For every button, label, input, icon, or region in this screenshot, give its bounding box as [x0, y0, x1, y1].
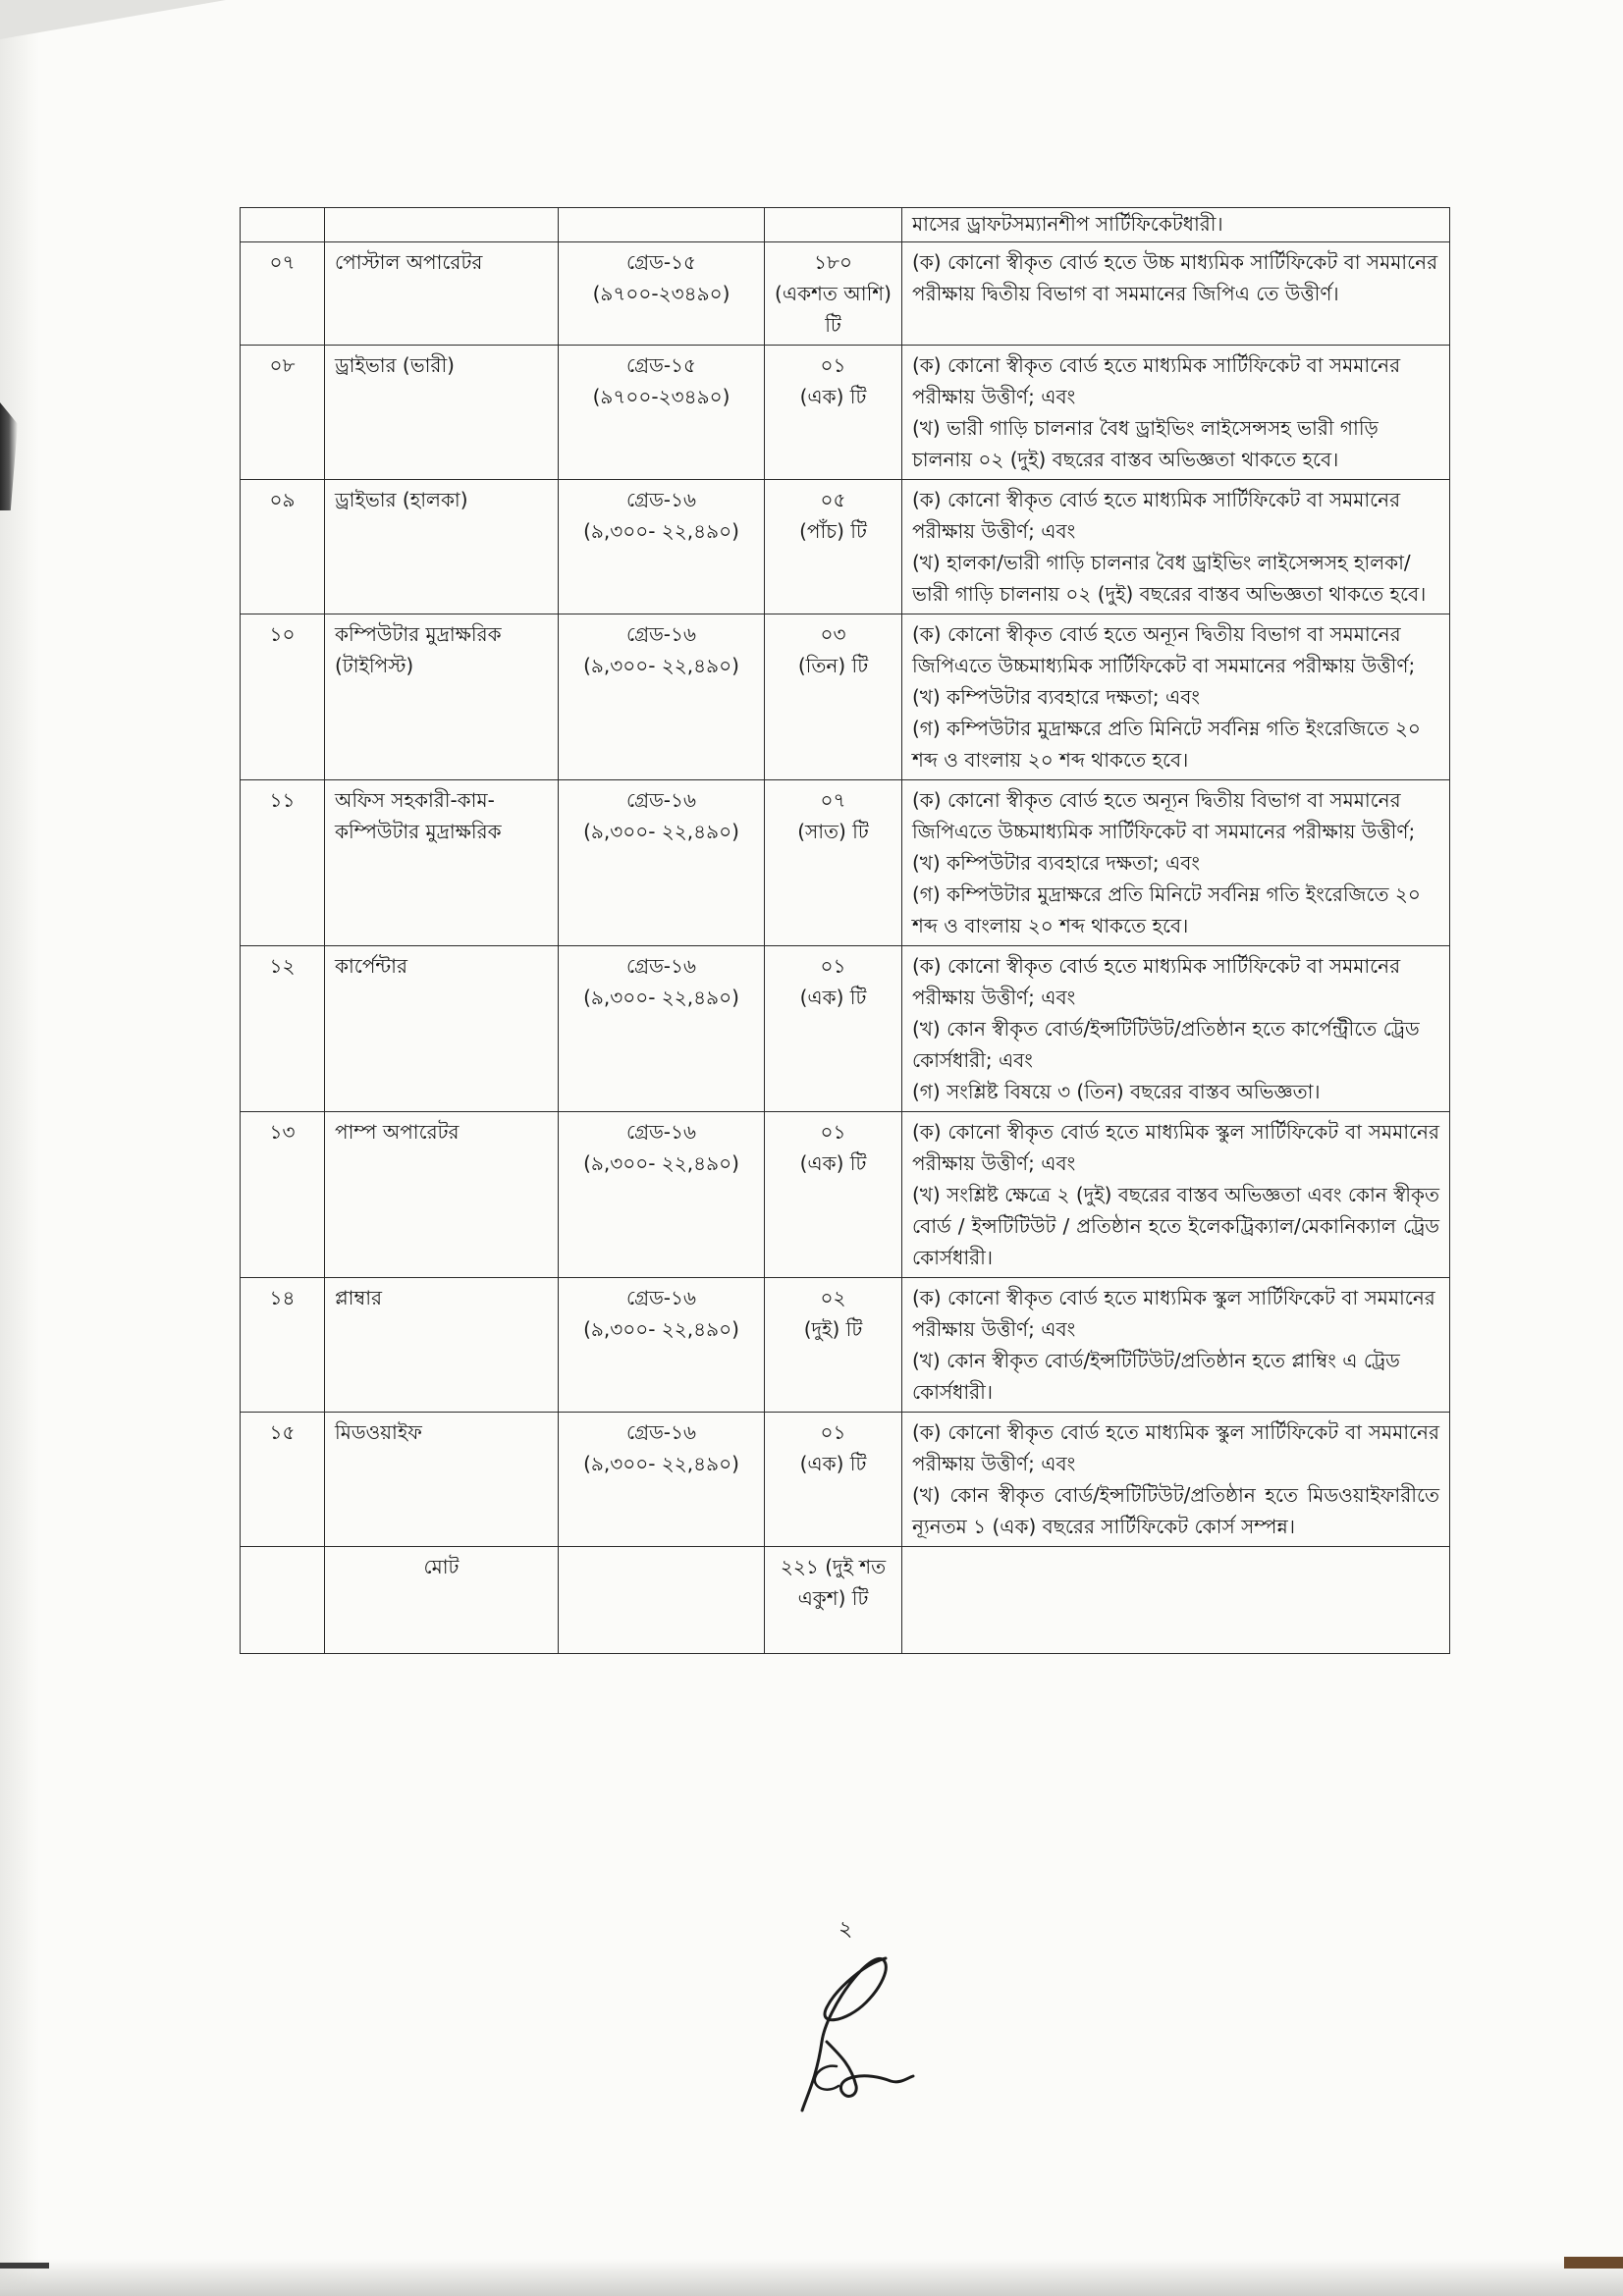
post-count-cell [765, 242, 902, 346]
continuation-sl-cell [241, 208, 325, 242]
post-count-words: (দুই) টি [803, 1317, 863, 1341]
post-name: অফিস সহকারী-কাম-কম্পিউটার মুদ্রাক্ষরিক [335, 788, 502, 843]
serial-cell [241, 614, 325, 780]
post-count-number: ০১ [820, 1120, 846, 1144]
qualification-item: (ক) কোনো স্বীকৃত বোর্ড হতে মাধ্যমিক স্কুল সার্টিফিকেট বা সমমানের পরীক্ষায় উত্তীর্ণ; এবং [912, 1286, 1435, 1341]
qualification-item: (ক) কোনো স্বীকৃত বোর্ড হতে মাধ্যমিক সার্টিফিকেট বা সমমানের পরীক্ষায় উত্তীর্ণ; এবং [912, 488, 1401, 543]
qualification-cell [902, 1278, 1450, 1413]
total-sl-cell [241, 1547, 325, 1654]
total-count-cell-text: ২২১ (দুই শত একুশ) টি [780, 1555, 887, 1610]
post-count-cell [765, 1278, 902, 1413]
serial-number: ১১ [269, 788, 296, 812]
page-bottom-edge-mark-left [0, 2263, 49, 2269]
qualification-item: (খ) কোন স্বীকৃত বোর্ড/ইন্সটিটিউট/প্রতিষ্ঠান হতে প্লাম্বিং এ ট্রেড কোর্সধারী। [912, 1349, 1400, 1404]
post-row [241, 346, 1450, 480]
total-label-cell-text: মোট [423, 1555, 460, 1578]
qualification-item: (খ) সংশ্লিষ্ট ক্ষেত্রে ২ (দুই) বছরের বাস্তব অভিজ্ঞতা এবং কোন স্বীকৃত বোর্ড / ইন্সটিটিউট / প্রতিষ্ঠান হতে ইলেকট্রিক্যাল/মেকানিক্যাল ট্রেড কোর্সধারী। [912, 1183, 1439, 1269]
post-count-cell [765, 1413, 902, 1547]
continuation-qual-cell [902, 208, 1450, 242]
serial-number: ১৫ [269, 1420, 296, 1444]
post-count-words: (এক) টি [799, 385, 867, 408]
serial-cell [241, 242, 325, 346]
pay-scale: (৯৭০০-২৩৪৯০) [592, 385, 730, 408]
qualification-item: (ক) কোনো স্বীকৃত বোর্ড হতে মাধ্যমিক স্কুল সার্টিফিকেট বা সমমানের পরীক্ষায় উত্তীর্ণ; এবং [912, 1420, 1439, 1475]
post-name-cell [325, 1278, 559, 1413]
grade-cell [559, 946, 765, 1112]
grade-cell [559, 346, 765, 480]
qualification-item: (ক) কোনো স্বীকৃত বোর্ড হতে অন্যূন দ্বিতীয় বিভাগ বা সমমানের জিপিএতে উচ্চমাধ্যমিক সার্টিফিকেট বা সমমানের পরীক্ষায় উত্তীর্ণ; [912, 622, 1416, 677]
grade-label: গ্রেড-১৬ [625, 488, 696, 511]
qualification-item: (গ) কম্পিউটার মুদ্রাক্ষরে প্রতি মিনিটে সর্বনিম্ন গতি ইংরেজিতে ২০ শব্দ ও বাংলায় ২০ শব্দ থাকতে হবে। [912, 717, 1421, 772]
serial-cell [241, 480, 325, 614]
post-name: ড্রাইভার (হালকা) [335, 488, 468, 511]
qualification-cell [902, 242, 1450, 346]
post-count-cell [765, 614, 902, 780]
qualification-item: (ক) কোনো স্বীকৃত বোর্ড হতে মাধ্যমিক স্কুল সার্টিফিকেট বা সমমানের পরীক্ষায় উত্তীর্ণ; এবং [912, 1120, 1439, 1175]
qualification-item: (খ) কম্পিউটার ব্যবহারে দক্ষতা; এবং [912, 685, 1200, 709]
post-name: কার্পেন্টার [335, 954, 407, 978]
post-name-cell [325, 1112, 559, 1278]
post-count-number: ০৩ [820, 622, 846, 646]
page-number: ২ [839, 1917, 853, 1942]
serial-number: ০৯ [269, 488, 296, 511]
qualification-item: (গ) কম্পিউটার মুদ্রাক্ষরে প্রতি মিনিটে সর্বনিম্ন গতি ইংরেজিতে ২০ শব্দ ও বাংলায় ২০ শব্দ থাকতে হবে। [912, 882, 1421, 937]
post-count-number: ০১ [820, 954, 846, 978]
pay-scale: (৯,৩০০- ২২,৪৯০) [583, 820, 739, 843]
grade-label: গ্রেড-১৬ [625, 1420, 696, 1444]
post-count-words: (এক) টি [799, 1452, 867, 1475]
qualification-cell [902, 346, 1450, 480]
grade-cell [559, 480, 765, 614]
grade-label: গ্রেড-১৬ [625, 788, 696, 812]
grade-label: গ্রেড-১৬ [625, 954, 696, 978]
grade-label: গ্রেড-১৬ [625, 1120, 696, 1144]
continuation-row [241, 208, 1450, 242]
post-name: ড্রাইভার (ভারী) [335, 353, 455, 377]
post-name-cell [325, 614, 559, 780]
serial-cell [241, 1112, 325, 1278]
post-count-cell [765, 946, 902, 1112]
post-row [241, 1413, 1450, 1547]
qualification-item: (খ) কোন স্বীকৃত বোর্ড/ইন্সটিটিউট/প্রতিষ্ঠান হতে কার্পেন্ট্রীতে ট্রেড কোর্সধারী; এবং [912, 1017, 1420, 1072]
continuation-count-cell [765, 208, 902, 242]
post-name: কম্পিউটার মুদ্রাক্ষরিক (টাইপিস্ট) [335, 622, 502, 677]
qualification-cell [902, 1112, 1450, 1278]
qualification-item: (খ) কম্পিউটার ব্যবহারে দক্ষতা; এবং [912, 851, 1200, 875]
grade-cell [559, 614, 765, 780]
post-name: পোস্টাল অপারেটর [335, 250, 483, 274]
post-count-number: ০১ [820, 353, 846, 377]
continuation-grade-cell [559, 208, 765, 242]
total-grade-cell [559, 1547, 765, 1654]
qualification-cell [902, 1413, 1450, 1547]
total-label-cell [325, 1547, 559, 1654]
qualification-cell [902, 946, 1450, 1112]
total-qual-cell [902, 1547, 1450, 1654]
page-bottom-edge-mark-right [1564, 2257, 1623, 2269]
post-count-words: (পাঁচ) টি [799, 519, 867, 543]
page-shadow [0, 0, 39, 2296]
grade-label: গ্রেড-১৫ [626, 353, 696, 377]
post-count-cell [765, 780, 902, 946]
signature [797, 1949, 925, 2115]
post-row [241, 1278, 1450, 1413]
pay-scale: (৯,৩০০- ২২,৪৯০) [583, 654, 739, 677]
pay-scale: (৯,৩০০- ২২,৪৯০) [583, 1151, 739, 1175]
post-name-cell [325, 480, 559, 614]
continuation-post-cell [325, 208, 559, 242]
serial-number: ১০ [269, 622, 296, 646]
grade-label: গ্রেড-১৬ [625, 622, 696, 646]
serial-cell [241, 780, 325, 946]
page-bottom-edge [0, 2259, 1623, 2296]
serial-cell [241, 1413, 325, 1547]
grade-cell [559, 1278, 765, 1413]
serial-number: ১২ [269, 954, 296, 978]
pay-scale: (৯,৩০০- ২২,৪৯০) [583, 519, 739, 543]
qualification-item: (গ) সংশ্লিষ্ট বিষয়ে ৩ (তিন) বছরের বাস্তব অভিজ্ঞতা। [912, 1080, 1321, 1103]
post-name: মিডওয়াইফ [335, 1420, 422, 1444]
grade-cell [559, 1112, 765, 1278]
pay-scale: (৯,৩০০- ২২,৪৯০) [583, 1317, 739, 1341]
post-count-number: ০৫ [820, 488, 846, 511]
qualification-cell [902, 480, 1450, 614]
post-row [241, 614, 1450, 780]
post-count-words: (তিন) টি [797, 654, 869, 677]
pay-scale: (৯,৩০০- ২২,৪৯০) [583, 986, 739, 1009]
continuation-text: মাসের ড্রাফটসম্যানশীপ সার্টিফিকেটধারী। [912, 212, 1223, 236]
grade-cell [559, 242, 765, 346]
post-name-cell [325, 1413, 559, 1547]
post-count-words: (এক) টি [799, 986, 867, 1009]
post-name: পাম্প অপারেটর [335, 1120, 460, 1144]
serial-number: ০৮ [269, 353, 296, 377]
post-count-words: (সাত) টি [797, 820, 869, 843]
serial-cell [241, 1278, 325, 1413]
post-name-cell [325, 780, 559, 946]
post-name-cell [325, 346, 559, 480]
qualification-cell [902, 780, 1450, 946]
post-count-cell [765, 480, 902, 614]
post-name: প্লাম্বার [335, 1286, 383, 1309]
total-row [241, 1547, 1450, 1654]
post-name-cell [325, 946, 559, 1112]
qualification-item: (ক) কোনো স্বীকৃত বোর্ড হতে অন্যূন দ্বিতীয় বিভাগ বা সমমানের জিপিএতে উচ্চমাধ্যমিক সার্টিফিকেট বা সমমানের পরীক্ষায় উত্তীর্ণ; [912, 788, 1416, 843]
post-count-number: ০১ [820, 1420, 846, 1444]
post-row [241, 1112, 1450, 1278]
grade-label: গ্রেড-১৬ [625, 1286, 696, 1309]
pay-scale: (৯৭০০-২৩৪৯০) [592, 282, 730, 305]
post-count-words: (একশত আশি) টি [775, 282, 892, 337]
serial-number: ০৭ [269, 250, 296, 274]
grade-cell [559, 780, 765, 946]
total-count-cell [765, 1547, 902, 1654]
serial-cell [241, 346, 325, 480]
grade-label: গ্রেড-১৫ [626, 250, 696, 274]
qualification-cell [902, 614, 1450, 780]
pay-scale: (৯,৩০০- ২২,৪৯০) [583, 1452, 739, 1475]
posts-table [240, 207, 1450, 1654]
qualification-item: (ক) কোনো স্বীকৃত বোর্ড হতে মাধ্যমিক সার্টিফিকেট বা সমমানের পরীক্ষায় উত্তীর্ণ; এবং [912, 353, 1401, 408]
post-row [241, 946, 1450, 1112]
serial-number: ১৩ [269, 1120, 296, 1144]
post-name-cell [325, 242, 559, 346]
qualification-item: (খ) ভারী গাড়ি চালনার বৈধ ড্রাইভিং লাইসেন্সসহ ভারী গাড়ি চালনায় ০২ (দুই) বছরের বাস্তব অভিজ্ঞতা থাকতে হবে। [912, 416, 1379, 471]
page-corner-fold [0, 0, 226, 39]
post-row [241, 480, 1450, 614]
serial-cell [241, 946, 325, 1112]
qualification-item: (ক) কোনো স্বীকৃত বোর্ড হতে উচ্চ মাধ্যমিক সার্টিফিকেট বা সমমানের পরীক্ষায় দ্বিতীয় বিভাগ বা সমমানের জিপিএ তে উত্তীর্ণ। [912, 250, 1438, 305]
serial-number: ১৪ [269, 1286, 296, 1309]
qualification-item: (খ) হালকা/ভারী গাড়ি চালনার বৈধ ড্রাইভিং লাইসেন্সসহ হালকা/ভারী গাড়ি চালনায় ০২ (দুই) বছরের বাস্তব অভিজ্ঞতা থাকতে হবে। [912, 551, 1427, 606]
qualification-item: (ক) কোনো স্বীকৃত বোর্ড হতে মাধ্যমিক সার্টিফিকেট বা সমমানের পরীক্ষায় উত্তীর্ণ; এবং [912, 954, 1401, 1009]
post-count-number: ১৮০ [814, 250, 852, 274]
qualification-item: (খ) কোন স্বীকৃত বোর্ড/ইন্সটিটিউট/প্রতিষ্ঠান হতে মিডওয়াইফারীতে ন্যূনতম ১ (এক) বছরের সার্টিফিকেট কোর্স সম্পন্ন। [912, 1483, 1439, 1538]
post-count-cell [765, 1112, 902, 1278]
post-count-words: (এক) টি [799, 1151, 867, 1175]
post-row [241, 780, 1450, 946]
post-count-number: ০২ [820, 1286, 846, 1309]
grade-cell [559, 1413, 765, 1547]
post-row [241, 242, 1450, 346]
post-count-cell [765, 346, 902, 480]
post-count-number: ০৭ [820, 788, 846, 812]
